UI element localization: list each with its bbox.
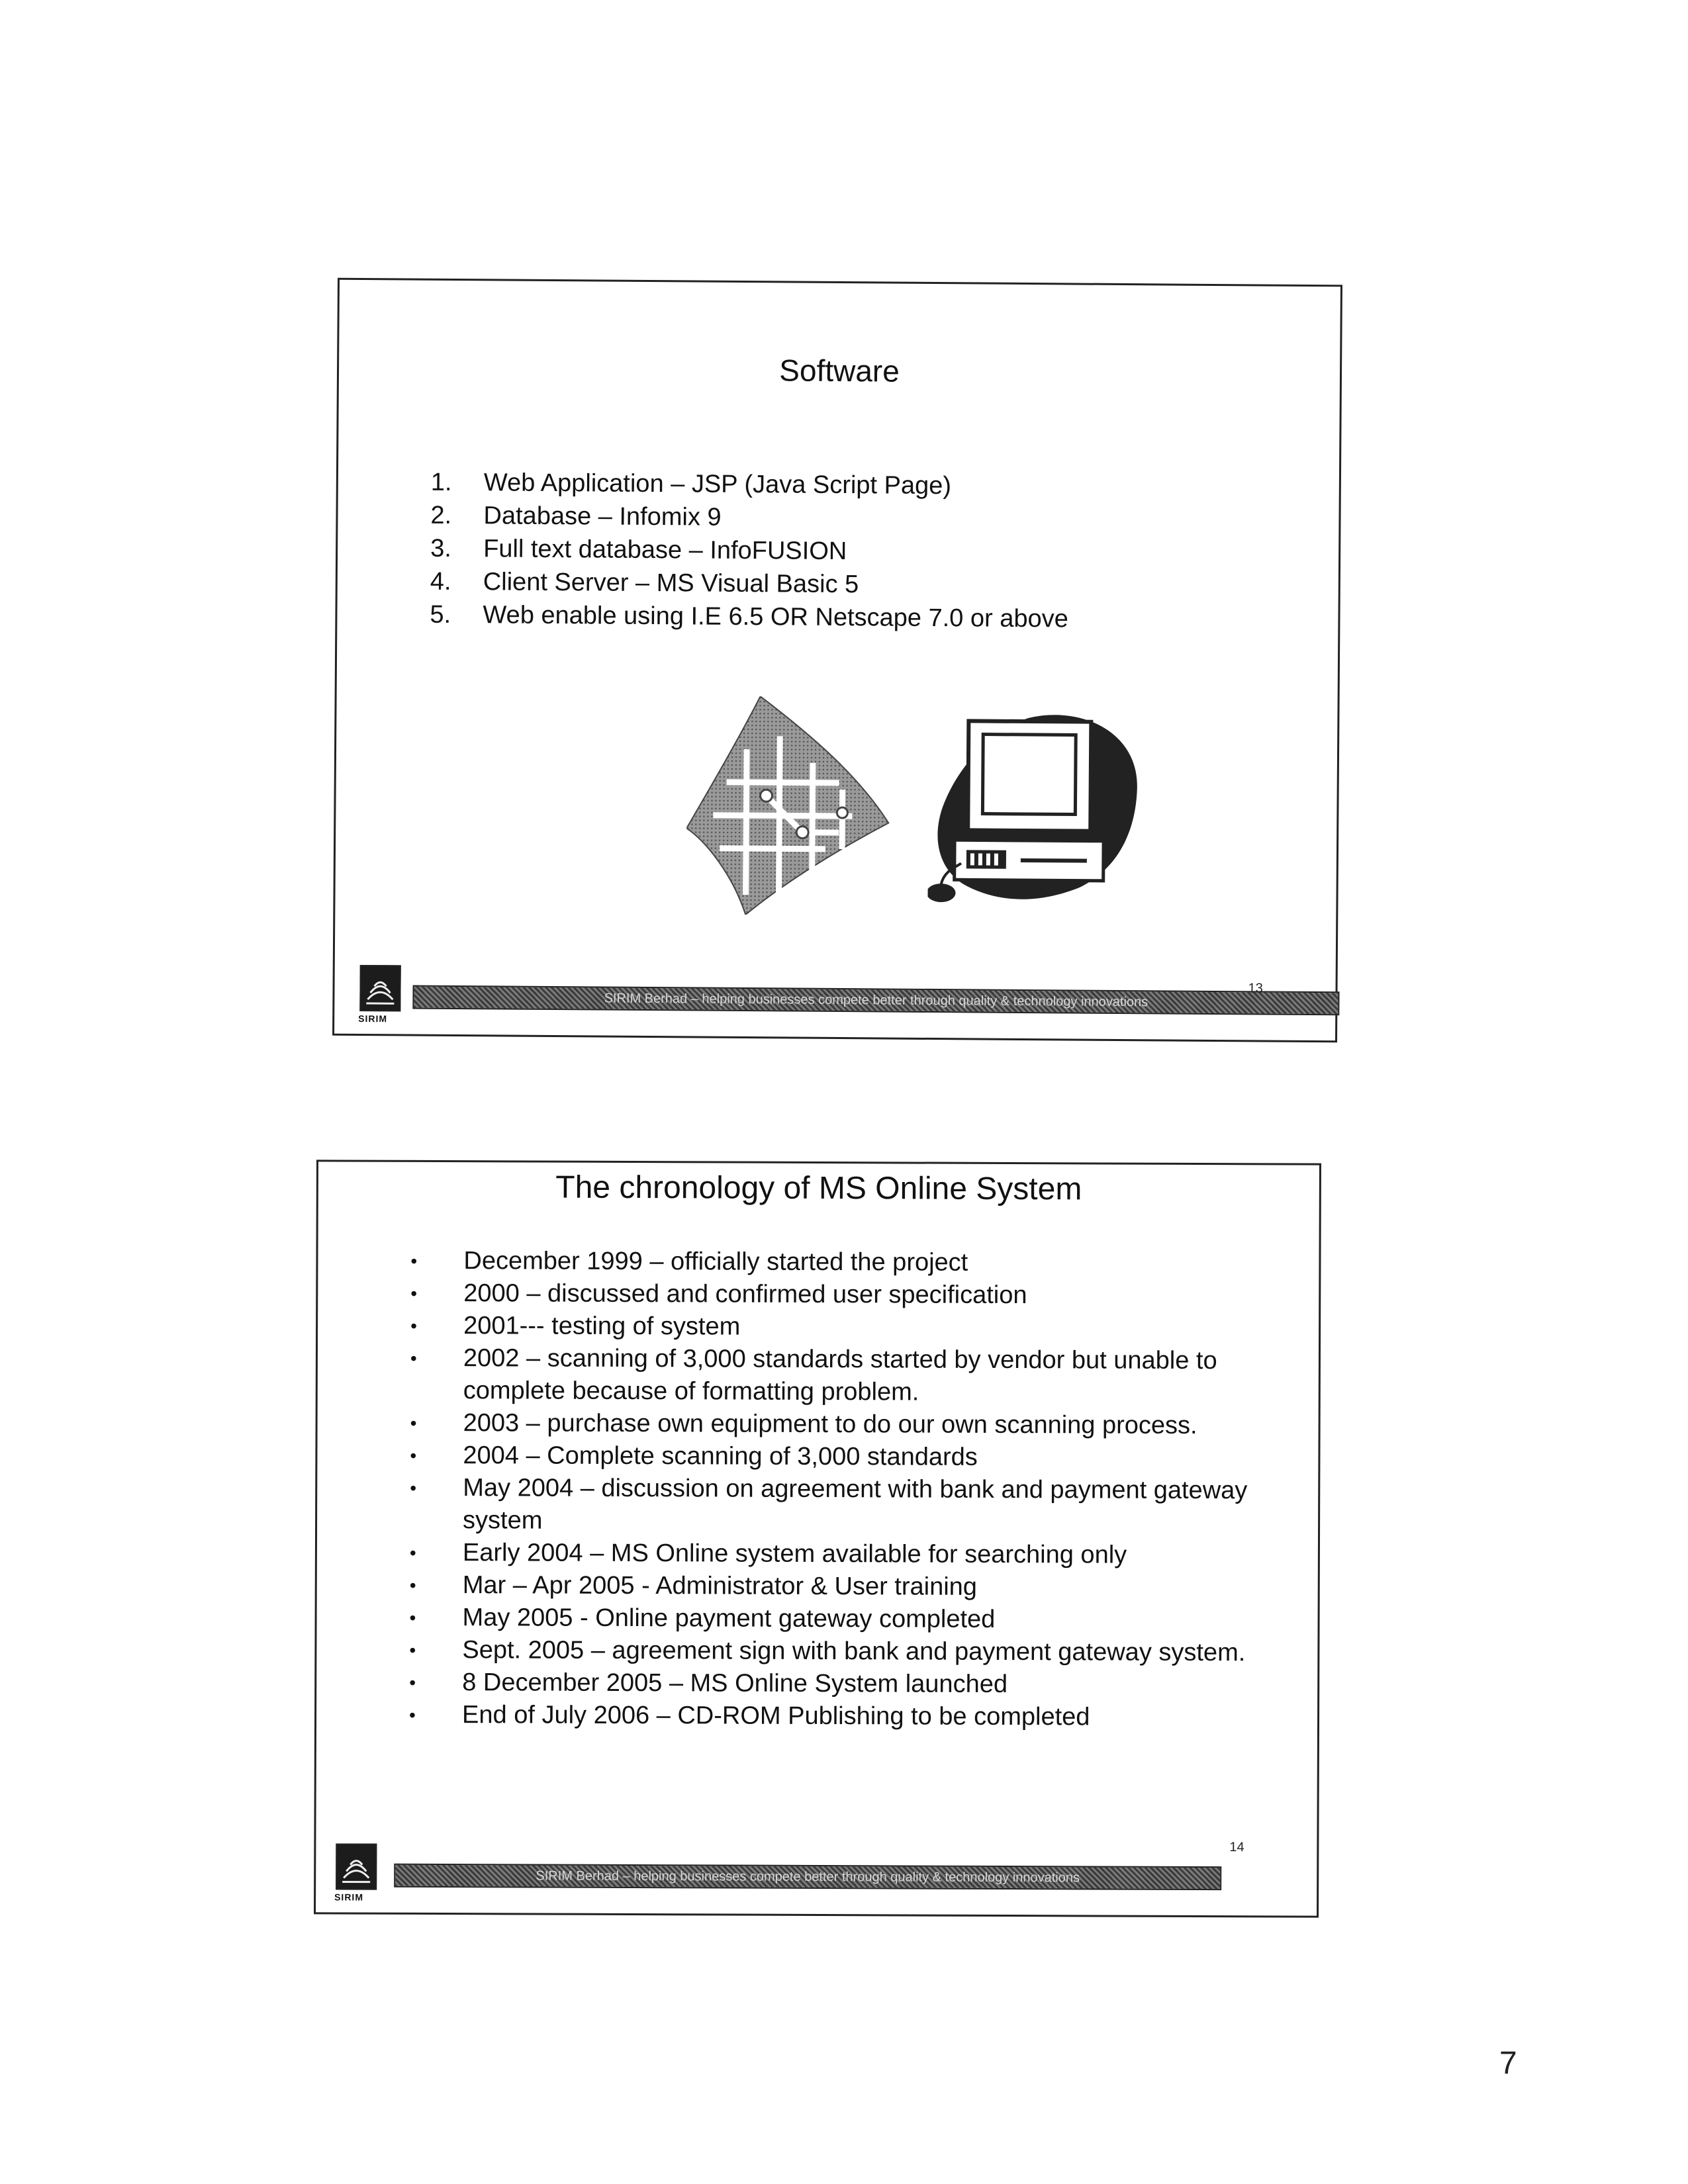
slide-title: The chronology of MS Online System xyxy=(555,1169,1082,1207)
list-item: • May 2005 - Online payment gateway completed xyxy=(409,1604,996,1633)
desktop-computer-icon xyxy=(927,704,1147,924)
list-item: • 2002 – scanning of 3,000 standards started by vendor but unable to complete because of formatting problem. xyxy=(410,1344,1217,1406)
slide-footer: SIRIM Berhad – helping businesses compete better through quality & technology innovations xyxy=(412,985,1339,1016)
list-item: • End of July 2006 – CD-ROM Publishing to be completed xyxy=(409,1701,1090,1731)
list-item: • 2000 – discussed and confirmed user specification xyxy=(410,1279,1027,1310)
list-item: • 8 December 2005 – MS Online System launched xyxy=(409,1668,1008,1699)
list-item: 3. Full text database – InfoFUSION xyxy=(430,534,847,566)
list-item: 1. Web Application – JSP (Java Script Page) xyxy=(430,468,952,500)
software-list xyxy=(430,466,1258,637)
list-item: 5. Web enable using I.E 6.5 OR Netscape 7.0 or above xyxy=(430,600,1068,633)
slide-title: Software xyxy=(779,353,900,388)
list-item: • 2003 – purchase own equipment to do our own scanning process. xyxy=(410,1409,1197,1440)
circuit-board-icon xyxy=(686,696,892,915)
list-item: 4. Client Server – MS Visual Basic 5 xyxy=(430,567,859,599)
slide-chronology xyxy=(314,1160,1321,1917)
sirim-logo xyxy=(336,1843,377,1889)
list-item: • December 1999 – officially started the project xyxy=(410,1247,968,1277)
list-item: • Sept. 2005 – agreement sign with bank and payment gateway system. xyxy=(409,1636,1246,1667)
list-item: • 2004 – Complete scanning of 3,000 standards xyxy=(410,1441,978,1471)
slide-footer: SIRIM Berhad – helping businesses compete better through quality & technology innovations xyxy=(394,1864,1221,1890)
page-number: 7 xyxy=(1499,2046,1517,2081)
logo-text: SIRIM xyxy=(358,1013,388,1024)
slide-number: 13 xyxy=(1248,981,1263,996)
chronology-list xyxy=(409,1245,1258,1734)
list-item: • Early 2004 – MS Online system available for searching only xyxy=(409,1539,1127,1569)
logo-text: SIRIM xyxy=(334,1891,364,1903)
list-item: • 2001--- testing of system xyxy=(410,1312,741,1341)
slide-number: 14 xyxy=(1229,1840,1244,1855)
list-item: • Mar – Apr 2005 - Administrator & User training xyxy=(409,1571,978,1601)
list-item: 2. Database – Infomix 9 xyxy=(430,501,722,531)
list-item: • May 2004 – discussion on agreement with bank and payment gateway system xyxy=(410,1474,1248,1535)
sirim-logo xyxy=(359,965,400,1011)
slide-software xyxy=(332,278,1342,1043)
